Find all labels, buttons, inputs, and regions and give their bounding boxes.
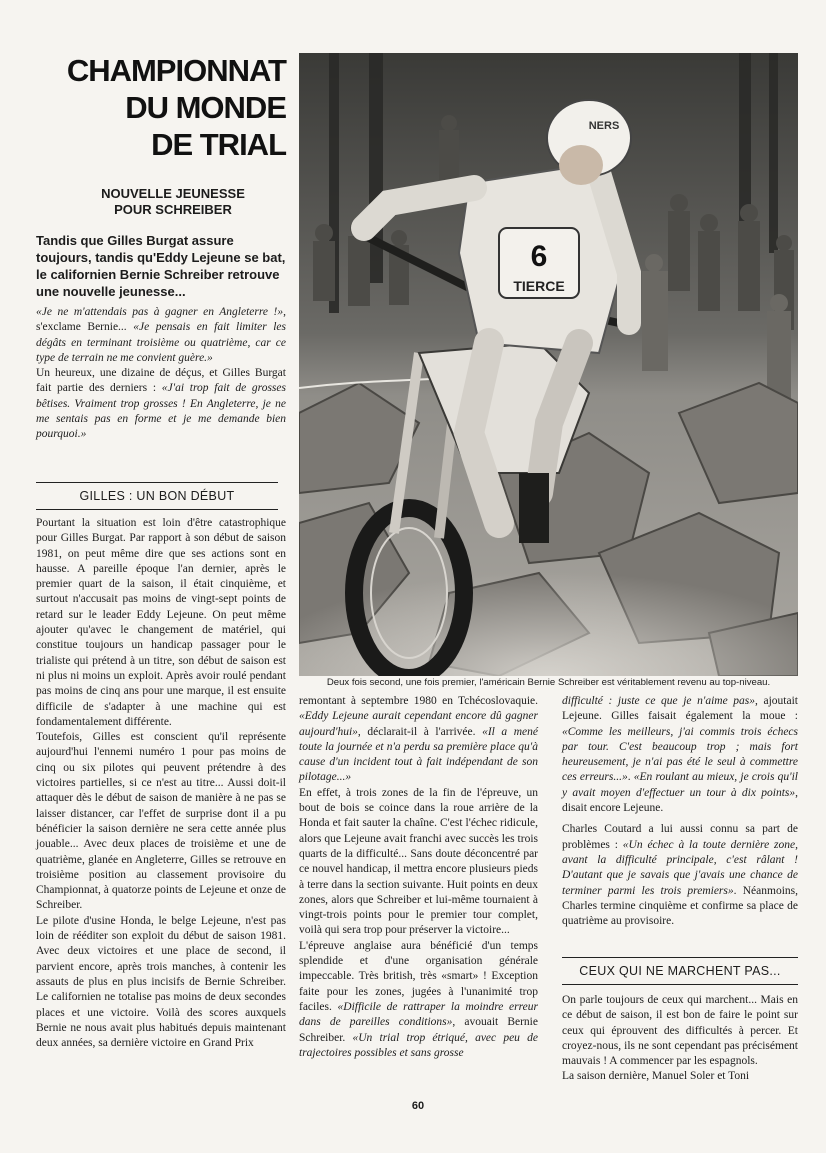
col1-paragraph-2: Toutefois, Gilles est conscient qu'il représente aujourd'hui l'ennemi numéro 1 pour pas moins de cinq ou six pilotes qui peuvent prétendre à des victoires partielles, si ce n'est au titre... Aussi doit-il attaquer dès le début de saison de manière à ne pas se laisser distancer, car l'effet de surprise dont il a pu bénéficier la saison dernière ne sera cette année plus jouable... Avec deux places de troisième et une de quatrième, glanée en Angleterre, Gilles se retrouve en troisième position au classement provisoire du Championnat, à quatorze points de Lejeune et onze de Schreiber. <box>36 731 286 912</box>
intro-text-2: Un heureux, une dizaine de déçus, et Gilles Burgat fait partie des derniers : <box>36 367 286 395</box>
col2-text-4: , avouait Bernie Schreiber. <box>299 1016 538 1044</box>
title-line-3: DE TRIAL <box>151 127 286 162</box>
col3-quote-2: «Comme les meilleurs, j'ai commis trois échecs par tour. C'est beaucoup trop ; mais fort heureusement, je n'ai pas été le seul à commettre ces erreurs...» <box>562 725 798 784</box>
col3-quote-3: «En roulant au mieux, je crois qu'il y avait moyen d'effectuer un tour à dix points» <box>562 771 798 799</box>
col3b-paragraph-2: La saison dernière, Manuel Soler et Toni <box>562 1070 750 1083</box>
col3-quote-1: difficulté : juste ce que je n'aime pas» <box>562 695 756 707</box>
subtitle-line-1: NOUVELLE JEUNESSE <box>101 186 245 201</box>
intro-quote-2: «Je pensais en fait limiter les dégâts en terminant troisième ou quatrième, car ce type de terrain ne me convient guère.» <box>36 321 286 364</box>
intro-quote-1: «Je ne m'attendais pas à gagner en Angleterre !» <box>36 306 284 318</box>
column-2-body <box>299 694 538 1061</box>
title-line-1: CHAMPIONNAT <box>66 53 286 88</box>
col3b-paragraph-1: On parle toujours de ceux qui marchent... Mais en ce début de saison, il est bon de faire le point sur ceux qui éprouvent des difficultés à percer. Et croyez-nous, ils ne sont cependant pas précisément mauvais ! A commencer par les espagnols. <box>562 994 798 1068</box>
col2-text-2: , déclarait-il à l'arrivée. <box>357 725 483 738</box>
photo-illustration <box>299 53 798 676</box>
photo-caption: Deux fois second, une fois premier, l'américain Bernie Schreiber est véritablement revenu au top-niveau. <box>326 677 771 688</box>
col3-text-2: . <box>627 771 634 784</box>
page-number: 60 <box>411 1100 425 1112</box>
column-3-body <box>562 694 798 929</box>
intro-text <box>36 305 286 443</box>
col3-text-1: , ajoutait Lejeune. Gilles faisait également la moue : <box>562 695 798 723</box>
title-line-2: DU MONDE <box>125 90 286 125</box>
col2-quote-4: «Un trial trop étriqué, avec peu de trajectoires possibles et sans grosse <box>299 1031 538 1059</box>
intro-text-1: , s'exclame Bernie... <box>36 306 286 334</box>
article-subtitle <box>60 186 286 218</box>
subtitle-line-2: POUR SCHREIBER <box>114 202 232 217</box>
section-heading-gilles: GILLES : UN BON DÉBUT <box>36 482 278 510</box>
helmet-text: NERS <box>588 120 620 132</box>
col2-paragraph-2: En effet, à trois zones de la fin de l'épreuve, un bout de bois se coince dans la roue arrière de la Honda et fait sauter la chaîne. C'est l'échec ridicule, alors que Lejeune avait franchi avec succès les trois quarts de la difficulté... Sans doute déconcentré par ce nouvel handicap, il mettra encore plusieurs pieds à terre dans la section suivante. Huit points en deux zones, alors que Schreiber et lui-même tournaient à vingt-trois points pour le premier tour complet, voilà qui sera trop pour préserver la victoire... <box>299 786 538 937</box>
col1-paragraph-3: Le pilote d'usine Honda, le belge Lejeune, n'est pas loin de rééditer son exploit du début de saison 1981. Avec deux victoires et une place de second, il parvient encore, après trois manches, à contenir les assauts de plus en plus incisifs de Bernie Schreiber. Le californien ne totalise pas moins de deux secondes places et une victoire. Voilà des scores auxquels Bernie ne nous avait plus habitués depuis maintenant deux années, sa dernière victoire en Grand Prix <box>36 914 286 1050</box>
bib-text: TIERCE <box>513 278 565 294</box>
col3-text-5: . Néanmoins, Charles termine cinquième et confirme sa place de quatrième au provisoire. <box>562 884 798 928</box>
lead-paragraph: Tandis que Gilles Burgat assure toujours, tandis qu'Eddy Lejeune se bat, le californien Bernie Schreiber retrouve une nouvelle jeunesse... <box>36 233 286 299</box>
col1-paragraph-1: Pourtant la situation est loin d'être catastrophique pour Gilles Burgat. Par rapport à son début de saison 1981, on peut même dire que ses actions sont en hausse. A pareille époque l'an dernier, après le premier quart de la saison, il était cinquième, et surtout n'accusait pas moins de vingt-sept points de retard sur le leader Eddy Lejeune. On peut même ajouter qu'avec le changement de matériel, qui constitue toujours un handicap passager pour le trialiste qui prétend à un titre, son début de saison est ni plus ni moins un exploit. Après avoir roulé pendant pas moins de cinq ans pour une marque, il est ensuite difficile de s'adapter à une machine qui est fondamentalement différente. <box>36 517 286 728</box>
column-1-body <box>36 516 286 1051</box>
col3-text-4: Charles Coutard a lui aussi connu sa part de problèmes : <box>562 823 798 851</box>
col2-quote-3: «Difficile de rattraper la moindre erreur dans de pareilles conditions» <box>299 1000 538 1029</box>
col2-quote-1: «Eddy Lejeune aurait cependant encore dû gagner aujourd'hui» <box>299 710 538 738</box>
col2-text-3: L'épreuve anglaise aura bénéficié d'un temps splendide et d'une organisation générale impeccable. Très british, très «smart» ! Exception faite pour les zones, jugées à l'unanimité trop faciles. <box>299 939 538 1013</box>
col2-quote-2: «Il a mené toute la journée et n'a perdu sa première place qu'à cause d'un incident tout à fait indépendant de son pilotage...» <box>299 725 539 784</box>
col2-text-1: remontant à septembre 1980 en Tchécoslovaquie. <box>299 695 538 707</box>
col3-quote-4: «Un échec à la toute dernière zone, avant la difficulté principale, c'est râlant ! D'autant que je savais que j'avais une chance de terminer parmi les trois premiers» <box>562 838 798 897</box>
column-3-lower-body <box>562 993 798 1085</box>
article-title <box>30 52 286 163</box>
intro-quote-3: «J'ai trop fait de grosses bêtises. Vraiment trop grosses ! En Angleterre, je ne me sentais pas en forme et je me demande bien pourquoi.» <box>36 382 286 441</box>
col3-text-3: , disait encore Lejeune. <box>562 786 798 815</box>
section-heading-ceux-qui: CEUX QUI NE MARCHENT PAS... <box>562 957 798 985</box>
bib-number: 6 <box>530 240 548 273</box>
trial-rider-photo <box>299 53 798 676</box>
